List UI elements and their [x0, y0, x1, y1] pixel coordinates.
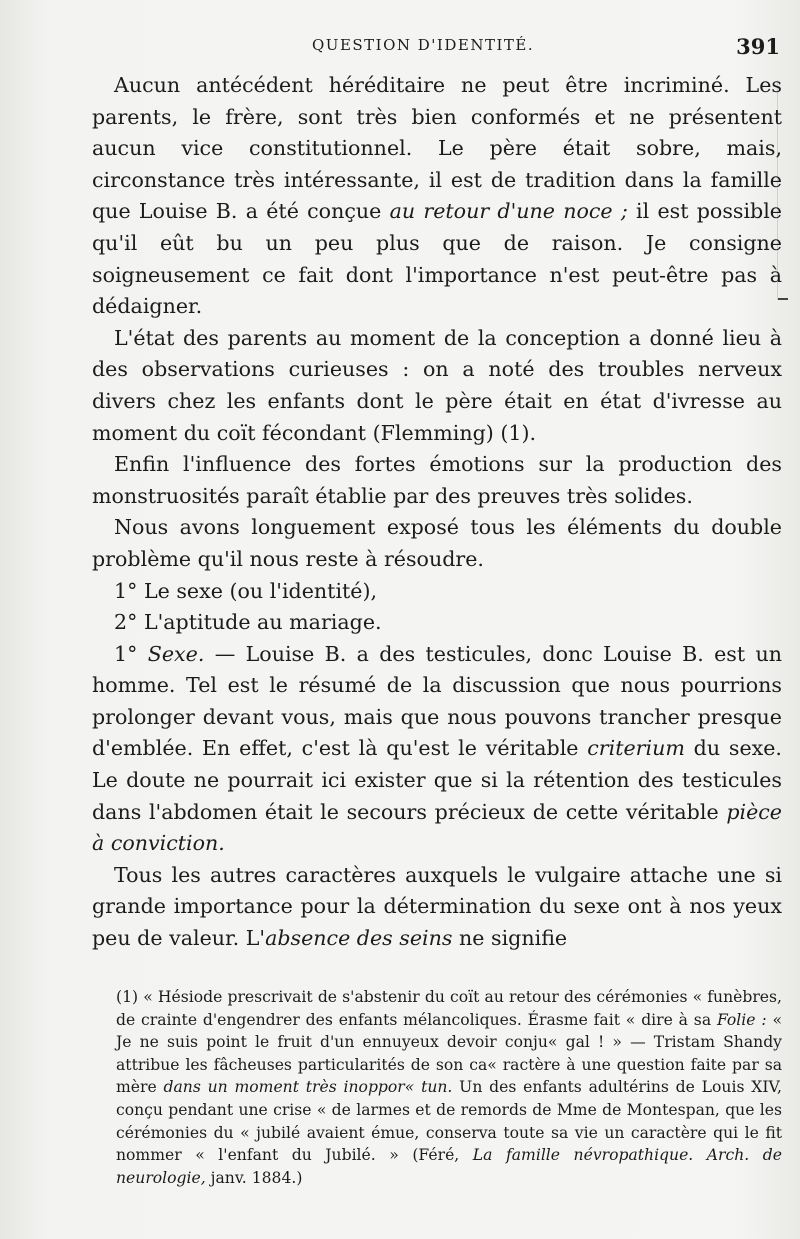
paragraph-sexe: 1° Sexe. — Louise B. a des testicules, donc Louise B. est un homme. Tel est le résumé de la discussion que nous pourrions prolonger devant vous, mais que nous pouvons trancher presque d'emblée. En effet, c'est là qu'est le véritable criterium du sexe. Le doute ne pourrait ici exister que si la rétention des testicules dans l'abdomen était le secours précieux de cette véritable pièce à conviction. — [92, 641, 782, 856]
list-item-sexe: 1° Le sexe (ou l'identité), — [114, 578, 378, 603]
page-number: 391 — [736, 34, 780, 59]
footnote — [116, 986, 782, 1189]
page-header — [92, 34, 782, 60]
body-text — [92, 70, 782, 955]
list-item-mariage: 2° L'aptitude au mariage. — [114, 610, 382, 635]
paragraph-problem: Nous avons longuement exposé tous les éléments du double problème qu'il nous reste à résoudre. — [92, 515, 782, 571]
paragraph-emotions: Enfin l'influence des fortes émotions sur la production des monstruosités paraît établie par des preuves très solides. — [92, 452, 782, 508]
paragraph-heredity: Aucun antécédent héréditaire ne peut être incriminé. Les parents, le frère, sont très bien conformés et ne présentent aucun vice constitutionnel. Le père était sobre, mais, circonstance très intéressante, il est de tradition dans la famille que Louise B. a été conçue au retour d'une noce ; il est possible qu'il eût bu un peu plus que de raison. Je consigne soigneusement ce fait dont l'importance n'est peut-être pas à dédaigner. — [92, 73, 782, 319]
paragraph-parents-state: L'état des parents au moment de la conception a donné lieu à des observations curieuses : on a noté des troubles nerveux divers chez les enfants dont le père était en état d'ivresse au moment du coït fécondant (Flemming) (1). — [92, 325, 782, 445]
paragraph-caracteres: Tous les autres caractères auxquels le vulgaire attache une si grande importance pour la détermination du sexe ont à nos yeux peu de valeur. L'absence des seins ne signifie — [92, 862, 782, 951]
footnote-1: (1) « Hésiode prescrivait de s'abstenir du coït au retour des cérémonies « funèbres, de crainte d'engendrer des enfants mélancoliques. Érasme fait « dire à sa Folie : « Je ne suis point le fruit d'un ennuyeux devoir conju« gal ! » — Tristam Shandy attribue les fâcheuses particularités de son ca« ractère à une question faite par sa mère dans un moment très inoppor« tun. Un des enfants adultérins de Louis XIV, conçu pendant une crise « de larmes et de remords de Mme de Montespan, que les cérémonies du « jubilé avaient émue, conserva toute sa vie un caractère qui le fit nommer « l'enfant du Jubilé. » (Féré, La famille névropathique. Arch. de neurologie, janv. 1884.) — [116, 988, 782, 1187]
running-head: QUESTION D'IDENTITÉ. — [312, 36, 535, 54]
